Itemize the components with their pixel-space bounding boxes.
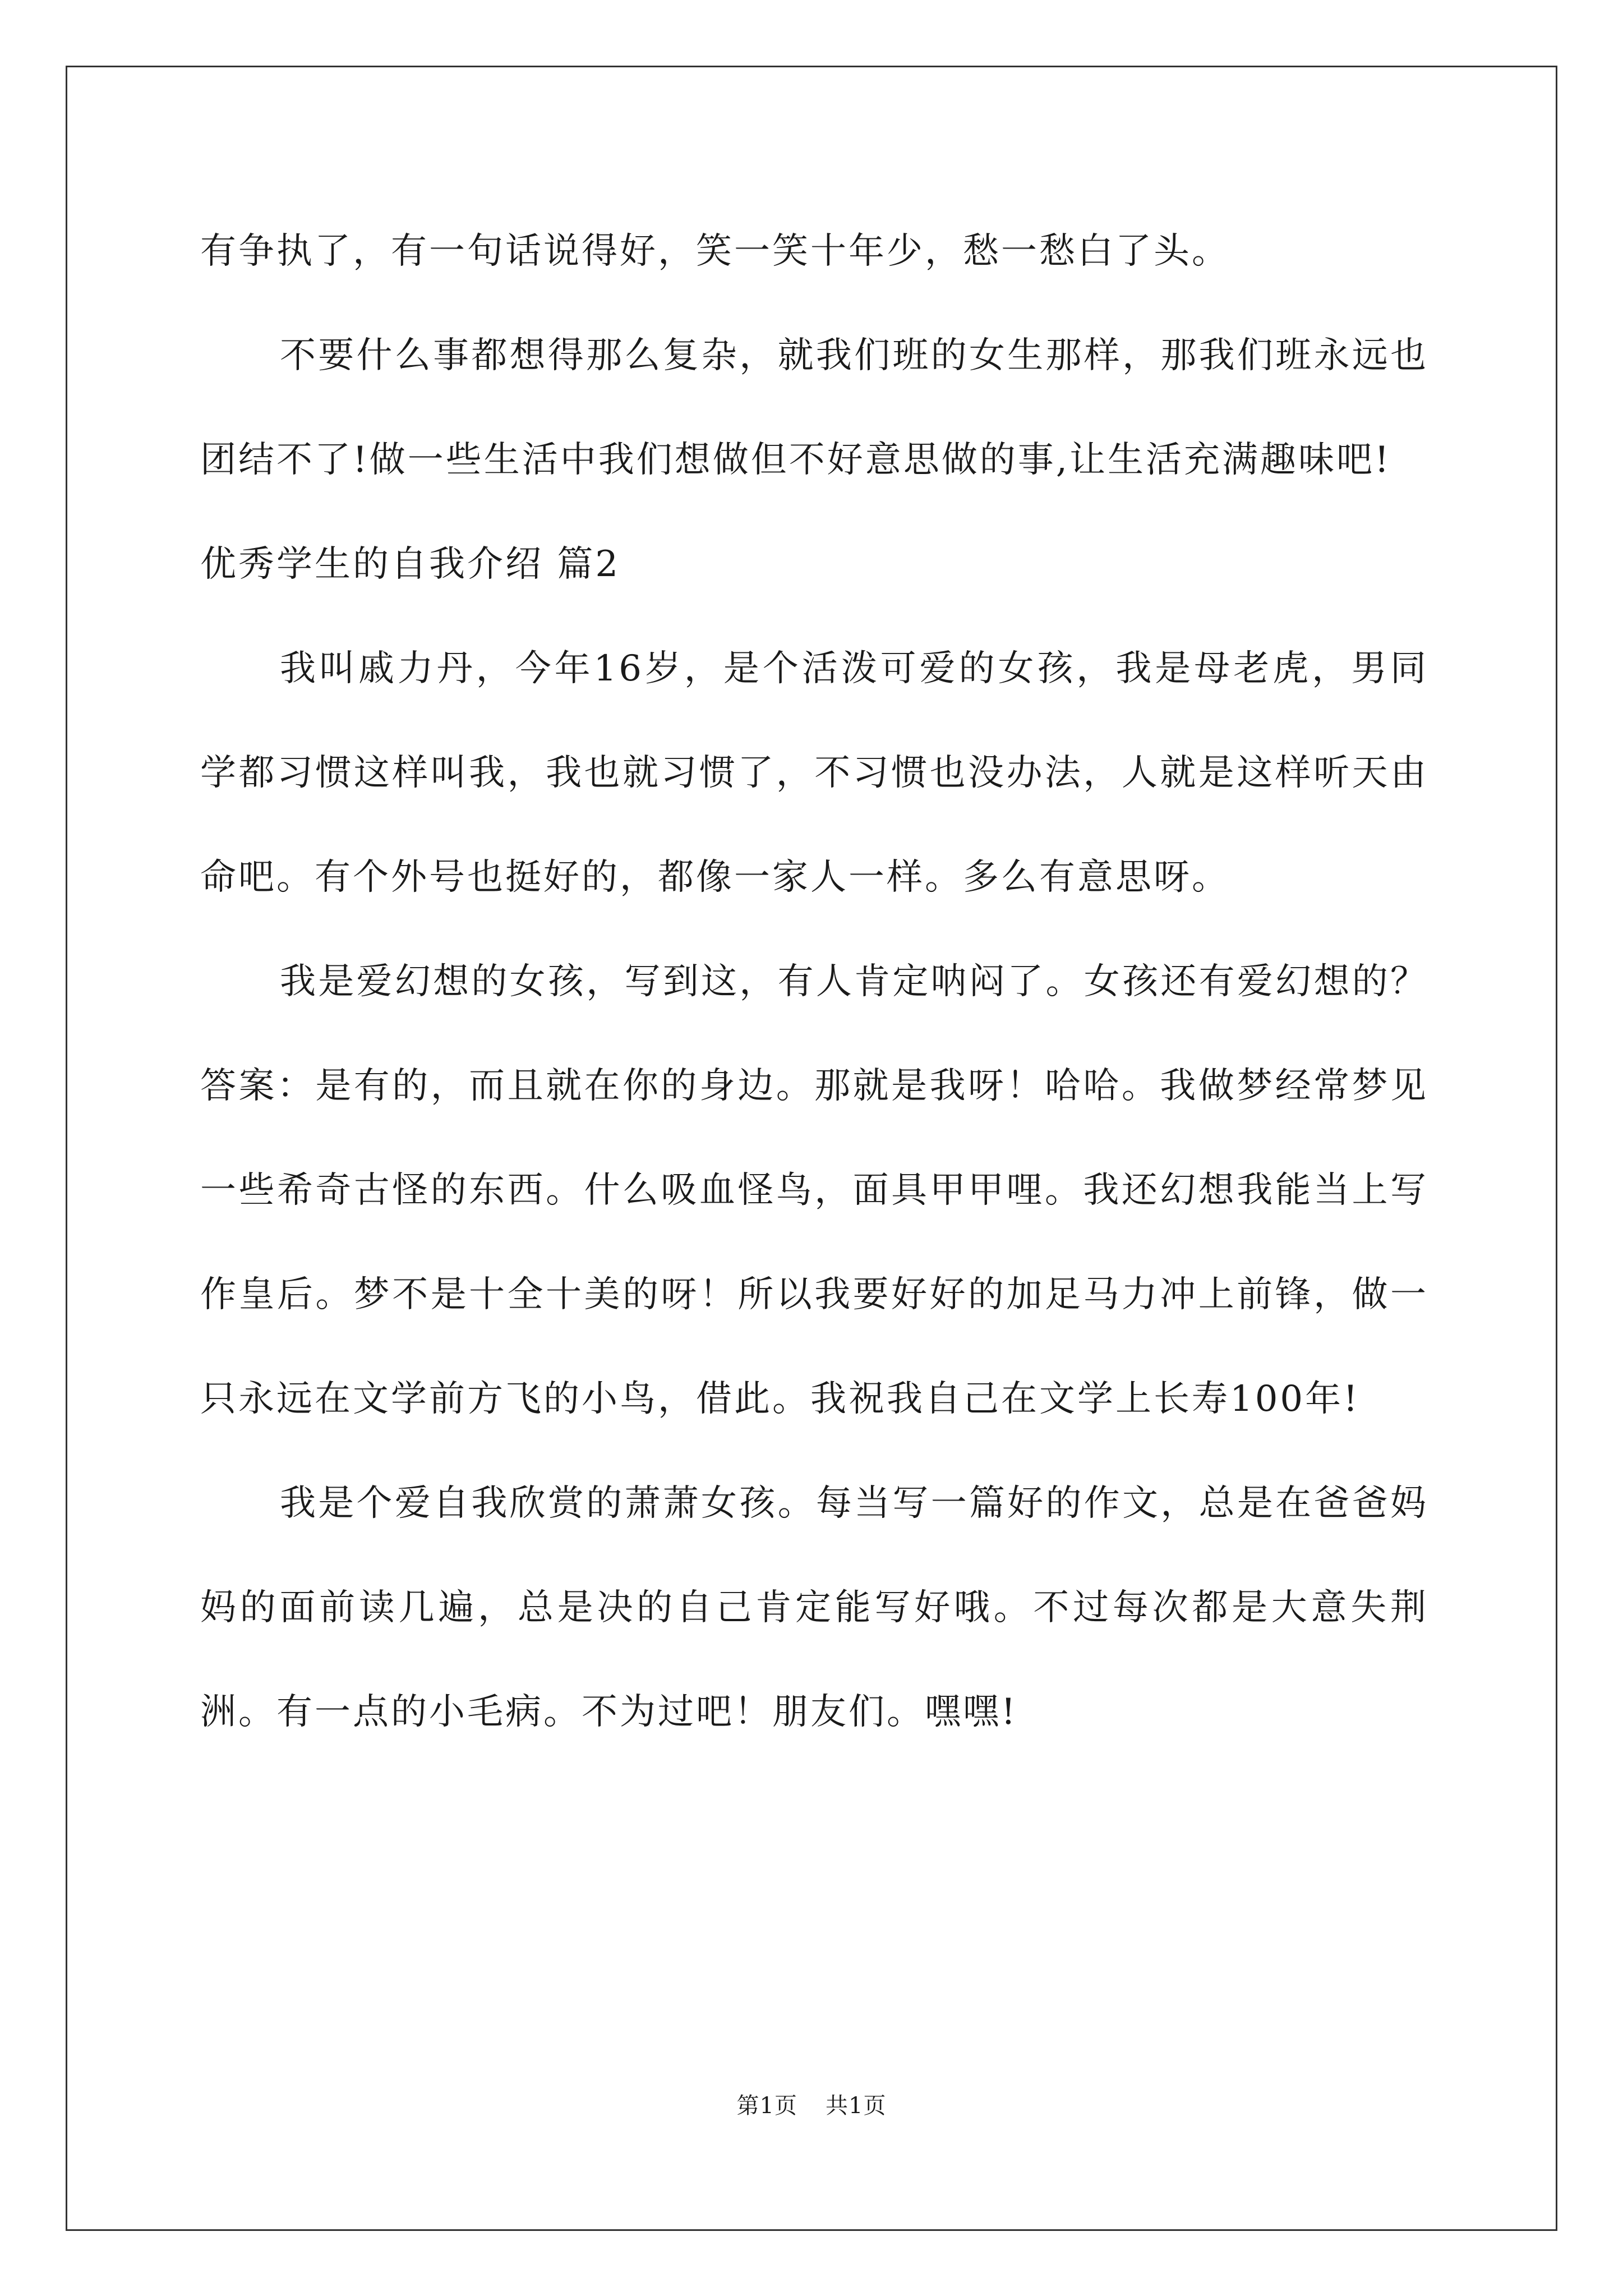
paragraph-2: 不要什么事都想得那么复杂，就我们班的女生那样，那我们班永远也团结不了!做一些生活中我们想做但不好意思做的事,让生活充满趣味吧! [200,335,1428,481]
page-number: 第1页 [736,2093,797,2119]
document-body [200,199,1428,1764]
page-footer [0,2088,1623,2120]
section-heading: 优秀学生的自我介绍 篇2 [200,544,621,585]
paragraph-5: 我是个爱自我欣赏的萧萧女孩。每当写一篇好的作文，总是在爸爸妈妈的面前读几遍，总是决的自己肯定能写好哦。不过每次都是大意失荆洲。有一点的小毛病。不为过吧！朋友们。嘿嘿! [200,1483,1428,1733]
page-total: 共1页 [826,2093,887,2119]
paragraph-4: 我是爱幻想的女孩，写到这，有人肯定呐闷了。女孩还有爱幻想的？答案：是有的，而且就在你的身边。那就是我呀！哈哈。我做梦经常梦见一些希奇古怪的东西。什么吸血怪鸟，面具甲甲哩。我还幻想我能当上写作皇后。梦不是十全十美的呀！所以我要好好的加足马力冲上前锋，做一只永远在文学前方飞的小鸟，借此。我祝我自己在文学上长寿100年! [200,961,1428,1420]
paragraph-1: 有争执了，有一句话说得好，笑一笑十年少，愁一愁白了头。 [200,231,1230,272]
paragraph-3: 我叫戚力丹，今年16岁，是个活泼可爱的女孩，我是母老虎，男同学都习惯这样叫我，我也就习惯了，不习惯也没办法，人就是这样听天由命吧。有个外号也挺好的，都像一家人一样。多么有意思呀。 [200,648,1428,898]
